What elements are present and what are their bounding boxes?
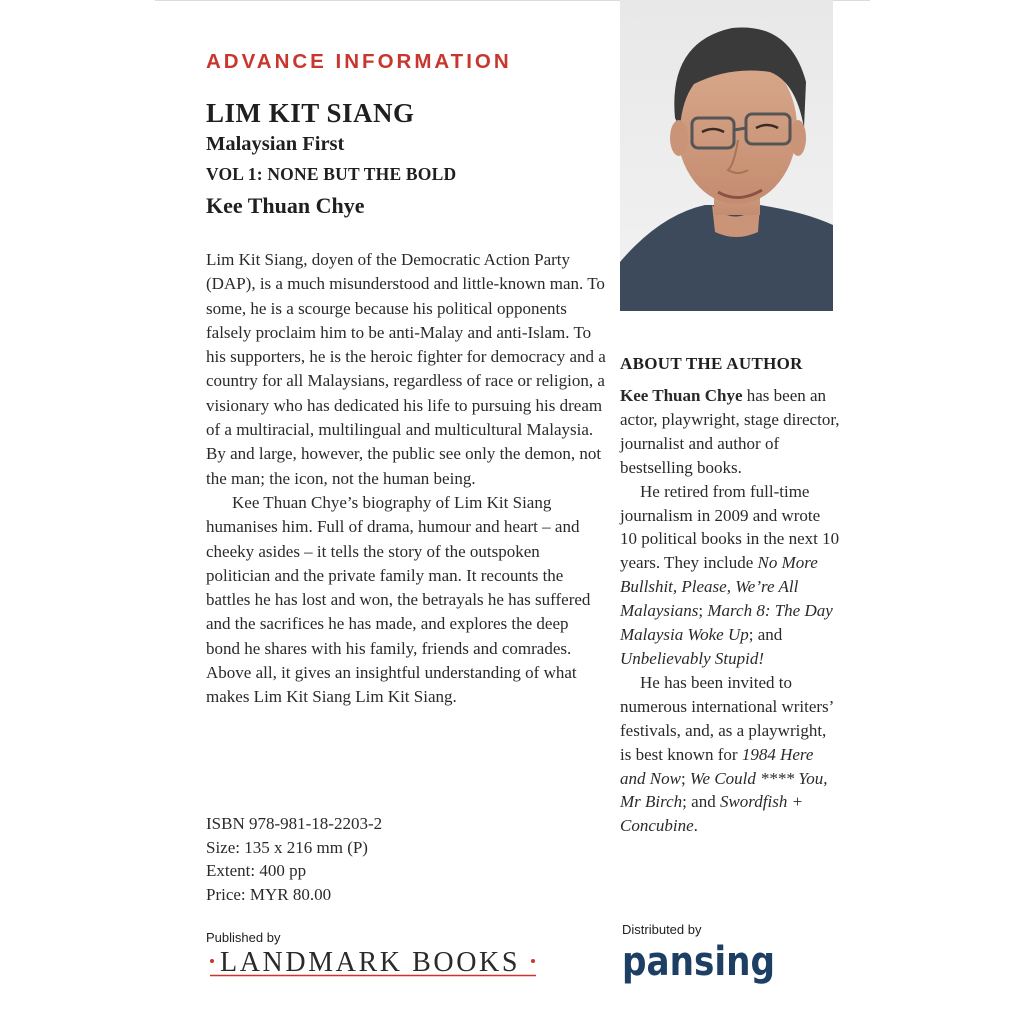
- book-ref-3: Unbelievably Stupid!: [620, 648, 764, 668]
- about-author-name: Kee Thuan Chye: [620, 386, 743, 405]
- distributed-by-label: Distributed by: [622, 922, 702, 937]
- blurb-paragraph-2: Kee Thuan Chye’s biography of Lim Kit Siang humanises him. Full of drama, humour and heart – and cheeky asides – it tells the story of the outspoken politician and the private family man. It recounts the battles he has lost and won, the betrayals he has suffered and the sacrifices he has made, and explores the deep bond he shares with his family, friends and comrades. Above all, it gives an insightful understanding of what makes Lim Kit Siang Lim Kit Siang.: [206, 492, 591, 707]
- book-title: LIM KIT SIANG: [206, 98, 415, 128]
- book-volume: VOL 1: NONE BUT THE BOLD: [206, 164, 457, 184]
- isbn: ISBN 978-981-18-2203-2: [206, 814, 383, 833]
- book-ref-2: March 8: The Day Malaysia Woke Up: [620, 601, 833, 645]
- book-price: Price: MYR 80.00: [206, 884, 332, 904]
- about-paragraph-1: Kee Thuan Chye has been an actor, playwright, stage director, journalist and author of bestselling books.: [620, 386, 840, 477]
- advance-information-heading: ADVANCE INFORMATION: [206, 50, 512, 73]
- published-by-label: Published by: [206, 930, 281, 945]
- author-photo: [620, 0, 833, 311]
- book-size: Size: 135 x 216 mm (P): [206, 837, 368, 857]
- book-author: Kee Thuan Chye: [206, 193, 365, 218]
- pansing-logo: [621, 938, 781, 984]
- book-subtitle: Malaysian First: [206, 133, 345, 155]
- title-block: [206, 96, 456, 222]
- play-ref-2: We Could **** You, Mr Birch: [620, 768, 828, 812]
- logo-dot-left-icon: [210, 959, 214, 963]
- book-blurb: [206, 248, 606, 710]
- book-specs: [206, 812, 382, 906]
- about-the-author-heading: ABOUT THE AUTHOR: [620, 354, 803, 373]
- book-ref-1: No More Bullshit, Please, We’re All Malaysians: [620, 553, 818, 621]
- landmark-logo-text: LANDMARK BOOKS: [220, 947, 520, 978]
- landmark-books-logo: [208, 947, 538, 977]
- about-paragraph-2: He retired from full-time journalism in 2009 and wrote 10 political books in the next 10 years. They include No More Bullshit, Please, We’re All Malaysians; March 8: The Day Malaysia Woke Up; and Unbelievably Stupid!: [620, 481, 840, 668]
- play-ref-3: Swordfish + Concubine: [620, 792, 804, 836]
- book-extent: Extent: 400 pp: [206, 861, 307, 880]
- about-paragraph-3: He has been invited to numerous international writers’ festivals, and, as a playwright, is best known for 1984 Here and Now; We Could **** You, Mr Birch; and Swordfish + Concubine.: [620, 672, 834, 836]
- blurb-paragraph-1: Lim Kit Siang, doyen of the Democratic Action Party (DAP), is a much misunderstood and little-known man. To some, he is a scourge because his political opponents falsely proclaim him to be anti-Malay and anti-Islam. To his supporters, he is the heroic fighter for democracy and a country for all Malaysians, regardless of race or religion, a visionary who has dedicated his life to pursuing his dream of a multiracial, multilingual and multicultural Malaysia. By and large, however, the public see only the demon, not the man; the icon, not the human being.: [206, 250, 606, 488]
- logo-dot-right-icon: [531, 959, 535, 963]
- pansing-logo-text: pansing: [622, 939, 775, 985]
- about-the-author-body: [620, 384, 840, 838]
- play-ref-1: 1984 Here and Now: [620, 744, 814, 788]
